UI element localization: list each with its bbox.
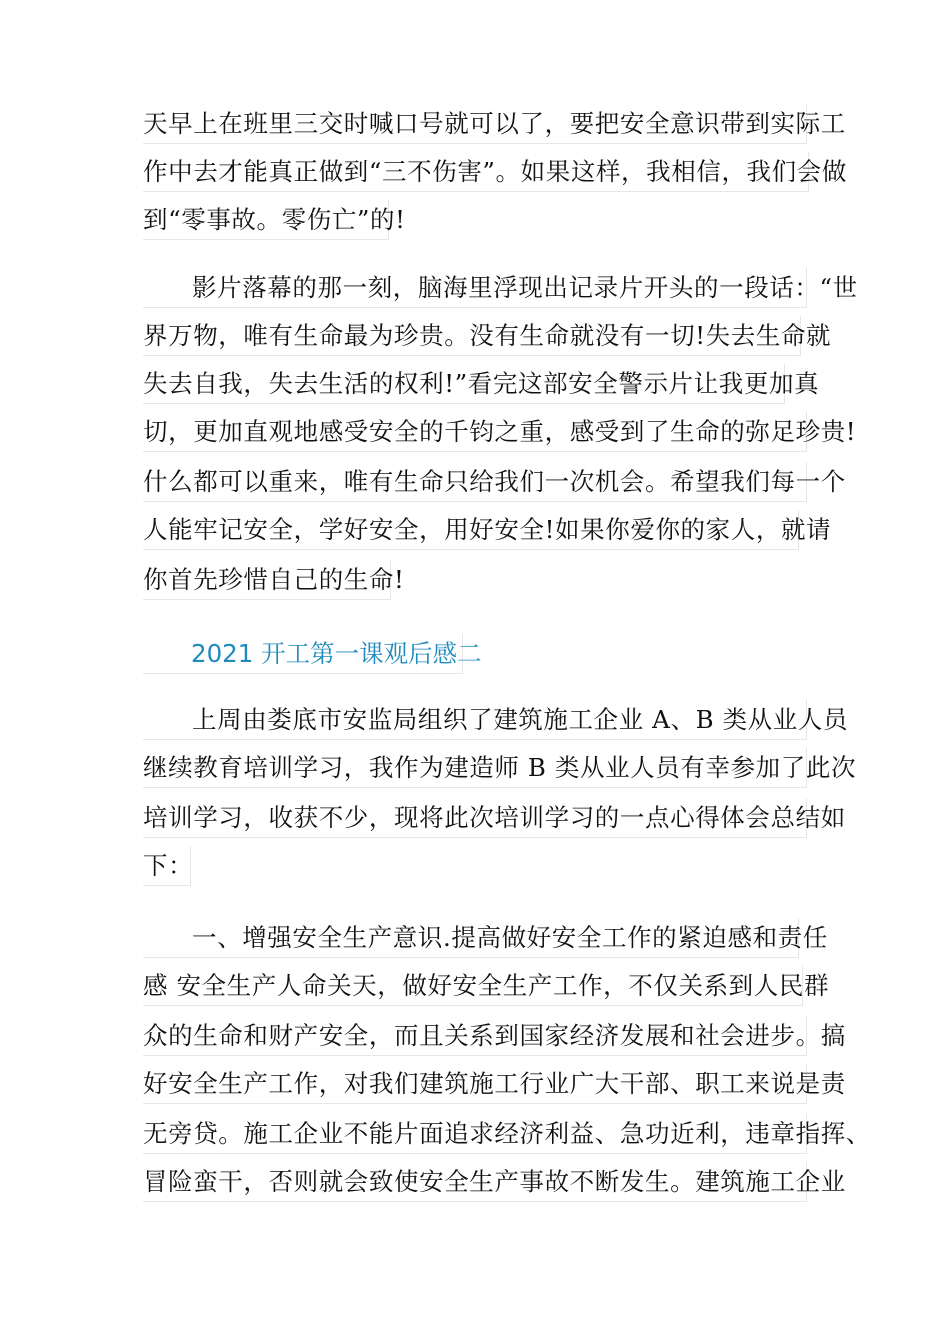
text-line: 下： — [143, 846, 191, 886]
text-line: 到“零事故。零伤亡”的! — [143, 200, 389, 240]
text-line: 一、增强安全生产意识.提高做好安全工作的紧迫感和责任 — [143, 918, 799, 958]
text-line: 作中去才能真正做到“三不伤害”。如果这样，我相信，我们会做 — [143, 152, 809, 192]
text-line: 继续教育培训学习，我作为建造师 B 类从业人员有幸参加了此次 — [143, 748, 807, 788]
text-line: 上周由娄底市安监局组织了建筑施工企业 A、B 类从业人员 — [143, 700, 807, 740]
text-line: 界万物，唯有生命最为珍贵。没有生命就没有一切!失去生命就 — [143, 316, 801, 356]
text-line: 人能牢记安全，学好安全，用好安全!如果你爱你的家人，就请 — [143, 510, 799, 550]
text-line: 切，更加直观地感受安全的千钧之重，感受到了生命的弥足珍贵! — [143, 412, 807, 452]
text-line: 培训学习，收获不少，现将此次培训学习的一点心得体会总结如 — [143, 798, 807, 838]
text-line: 什么都可以重来，唯有生命只给我们一次机会。希望我们每一个 — [143, 462, 807, 502]
text-line: 你首先珍惜自己的生命! — [143, 560, 391, 600]
text-line: 失去自我，失去生活的权利!”看完这部安全警示片让我更加真 — [143, 364, 785, 404]
text-line: 无旁贷。施工企业不能片面追求经济利益、急功近利，违章指挥、 — [143, 1114, 807, 1154]
section-heading: 2021 开工第一课观后感二 — [143, 634, 463, 674]
text-line: 天早上在班里三交时喊口号就可以了，要把安全意识带到实际工 — [143, 104, 807, 144]
text-line: 冒险蛮干，否则就会致使安全生产事故不断发生。建筑施工企业 — [143, 1162, 807, 1202]
text-line: 众的生命和财产安全，而且关系到国家经济发展和社会进步。搞 — [143, 1016, 807, 1056]
text-line: 影片落幕的那一刻，脑海里浮现出记录片开头的一段话：“世 — [143, 268, 807, 308]
text-line: 好安全生产工作，对我们建筑施工行业广大干部、职工来说是责 — [143, 1064, 807, 1104]
text-line: 感 安全生产人命关天，做好安全生产工作，不仅关系到人民群 — [143, 966, 803, 1006]
